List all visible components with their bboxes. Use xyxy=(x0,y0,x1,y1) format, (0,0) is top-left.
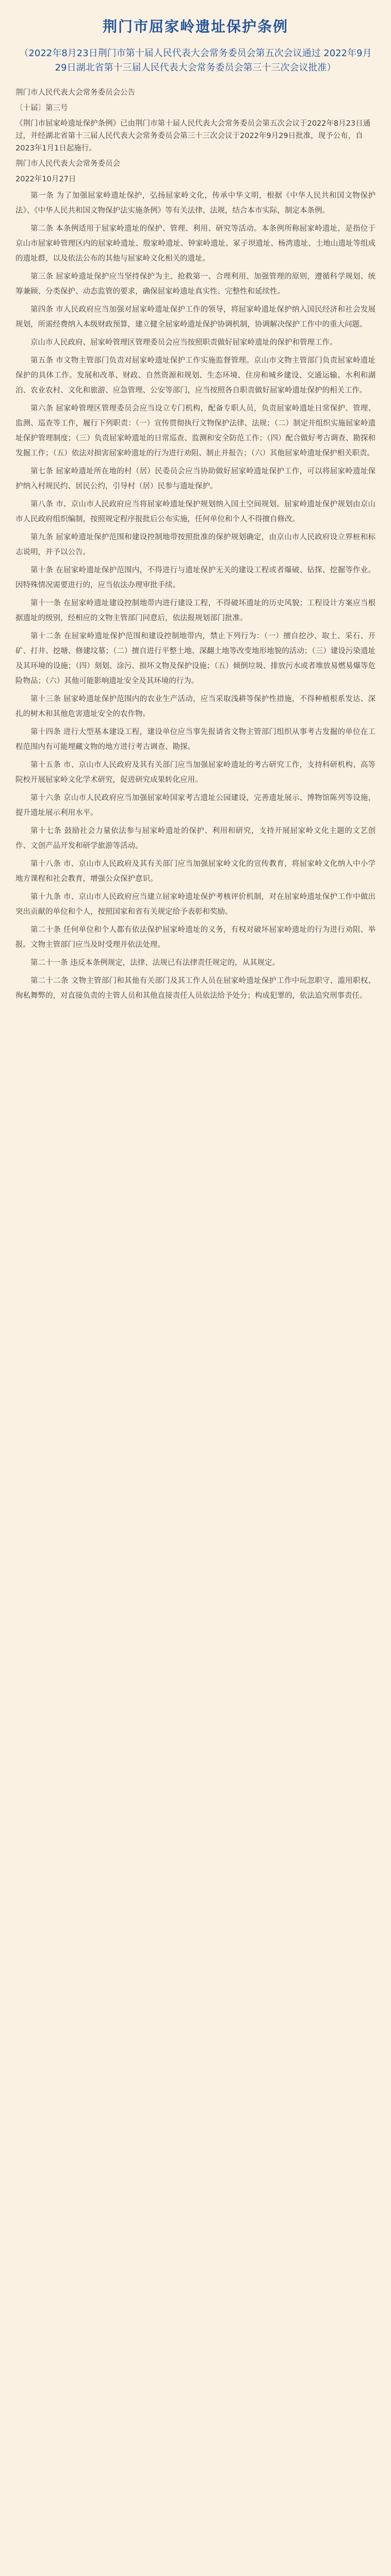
article-paragraph: 第二十一条 违反本条例规定，法律、法规已有法律责任规定的，从其规定。 xyxy=(30,959,280,967)
article-paragraph: 第十七条 鼓励社会力量依法参与屈家岭遗址的保护、利用和研究，支持开展屈家岭文化主题的文艺创作、文创产品开发和研学旅游等活动。 xyxy=(15,827,376,850)
announcement-signer: 荆门市人民代表大会常务委员会 xyxy=(15,160,120,168)
article-paragraph: 第一条 为了加强屈家岭遗址保护，弘扬屈家岭文化，传承中华文明，根据《中华人民共和国文物保护法》、《中华人民共和国文物保护法实施条例》等有关法律、法规，结合本市实际，制定本条例。 xyxy=(15,192,376,215)
article-paragraph: 第十一条 在屈家岭遗址建设控制地带内进行建设工程，不得破坏遗址的历史风貌；工程设计方案应当根据遗址的级别，经相应的文物主管部门同意后，依法报规划部门批准。 xyxy=(15,599,376,622)
article-paragraph: 第八条 市、京山市人民政府应当将屈家岭遗址保护规划纳入国土空间规划。屈家岭遗址保护规划由京山市人民政府组织编制，按照规定程序报批后公布实施，任何单位和个人不得擅自修改。 xyxy=(15,500,376,523)
article-paragraph: 第四条 市人民政府应当加强对屈家岭遗址保护工作的领导，将屈家岭遗址保护纳入国民经济和社会发展规划，所需经费纳入本级财政预算，建立健全屈家岭遗址保护协调机制，协调解决保护工作中的重大问题。 xyxy=(15,306,376,329)
announcement-block xyxy=(15,87,376,185)
article-paragraph: 第五条 市文物主管部门负责对屈家岭遗址保护工作实施监督管理。京山市文物主管部门负责屈家岭遗址保护的具体工作。发展和改革、财政、自然资源和规划、生态环境、住房和城乡建设、交通运输、水利和湖泊、农业农村、文化和旅游、应急管理、公安等部门，应当按照各自职责做好屈家岭遗址保护的相关工作。 xyxy=(15,357,376,395)
article-paragraph: 第三条 屈家岭遗址保护应当坚持保护为主、抢救第一、合理利用、加强管理的原则，遵循科学规划、统筹兼顾、分类保护、动态监管的要求，确保屈家岭遗址真实性、完整性和延续性。 xyxy=(15,273,376,296)
article-paragraph: 第十三条 屈家岭遗址保护范围内的农业生产活动，应当采取浅耕等保护性措施，不得种植根系发达、深扎的树木和其他危害遗址安全的农作物。 xyxy=(15,695,376,718)
article-paragraph: 第九条 屈家岭遗址保护范围和建设控制地带按照批准的保护规划确定，由京山市人民政府设立界桩和标志说明，并予以公告。 xyxy=(15,533,376,556)
announcement-number: 〔十届〕第三号 xyxy=(15,104,68,112)
article-body xyxy=(15,189,376,1004)
page-subtitle: （2022年8月23日荆门市第十届人民代表大会常务委员会第五次会议通过 2022年9月29日湖北省第十三届人民代表大会常务委员会第三十三次会议批准） xyxy=(19,48,372,73)
article-paragraph: 第十六条 京山市人民政府应当加强屈家岭国家考古遗址公园建设，完善遗址展示、博物馆陈列等设施，提升遗址展示利用水平。 xyxy=(15,794,376,817)
article-paragraph: 第二条 本条例适用于屈家岭遗址的保护、管理、利用、研究等活动。本条例所称屈家岭遗址，是指位于京山市屈家岭管理区内的屈家岭遗址、殷家岭遗址、钟家岭遗址、冢子坝遗址、杨湾遗址、土地山遗址等组成的遗址群，以及依法公布的其他与屈家岭文化相关的遗址。 xyxy=(15,225,376,263)
announcement-issuer: 荆门市人民代表大会常务委员会公告 xyxy=(15,89,135,97)
article-paragraph: 第六条 屈家岭管理区管理委员会应当设立专门机构，配备专职人员，负责屈家岭遗址日常保护、管理、监测、巡查等工作，履行下列职责：（一）宣传贯彻执行文物保护法律、法规；（二）制定并组织实施屈家岭遗址保护管理制度；（三）负责屈家岭遗址的日常巡查、监测和安全防范工作；（四）配合做好考古调查、勘探和发掘工作；（五）依法对损害屈家岭遗址的行为进行劝阻、制止并报告；（六）其他屈家岭遗址保护相关职责。 xyxy=(15,404,376,457)
article-paragraph: 第十五条 市、京山市人民政府及其有关部门应当加强屈家岭遗址的考古研究工作，支持科研机构、高等院校开展屈家岭文化学术研究，促进研究成果转化应用。 xyxy=(15,761,376,784)
announcement-date: 2022年10月27日 xyxy=(15,175,76,183)
article-paragraph: 第十条 在屈家岭遗址保护范围内，不得进行与遗址保护无关的建设工程或者爆破、钻探、挖掘等作业。因特殊情况需要进行的，应当依法办理审批手续。 xyxy=(15,566,376,589)
article-paragraph: 京山市人民政府、屈家岭管理区管理委员会应当按照职责做好屈家岭遗址的保护和管理工作。 xyxy=(30,338,337,347)
page-title: 荆门市屈家岭遗址保护条例 xyxy=(102,18,288,35)
article-paragraph: 第七条 屈家岭遗址所在地的村（居）民委员会应当协助做好屈家岭遗址保护工作，可以将屈家岭遗址保护纳入村规民约、居民公约，引导村（居）民参与遗址保护。 xyxy=(15,467,376,490)
article-paragraph: 第十二条 在屈家岭遗址保护范围和建设控制地带内，禁止下列行为：（一）擅自挖沙、取土、采石、开矿、打井、挖塘、修建坟墓；（二）擅自进行平整土地、深翻土地等改变地形地貌的活动；（三）建设污染遗址及其环境的设施；（四）刻划、涂污、损坏文物及保护设施；（五）倾倒垃圾、排放污水或者堆放易燃易爆等危险物品；（六）其他可能影响遗址安全及其环境的行为。 xyxy=(15,632,376,685)
announcement-text: 《荆门市屈家岭遗址保护条例》已由荆门市第十届人民代表大会常务委员会第五次会议于2022年8月23日通过，并经湖北省第十三届人民代表大会常务委员会第三十三次会议于2022年9月29日批准，现予公布，自2023年1月1日起施行。 xyxy=(15,120,371,152)
article-paragraph: 第十四条 进行大型基本建设工程，建设单位应当事先报请省文物主管部门组织从事考古发掘的单位在工程范围内有可能埋藏文物的地方进行考古调查、勘探。 xyxy=(15,728,376,751)
article-paragraph: 第十九条 市、京山市人民政府应当建立屈家岭遗址保护考核评价机制，对在屈家岭遗址保护工作中做出突出贡献的单位和个人，按照国家和省有关规定给予表彰和奖励。 xyxy=(15,893,376,916)
article-paragraph: 第二十条 任何单位和个人都有依法保护屈家岭遗址的义务，有权对破坏屈家岭遗址的行为进行劝阻、举报。文物主管部门应当及时受理并依法处理。 xyxy=(15,926,376,949)
article-paragraph: 第十八条 市、京山市人民政府及其有关部门应当加强屈家岭文化的宣传教育，将屈家岭文化纳入中小学地方课程和社会教育，增强公众保护意识。 xyxy=(15,860,376,883)
article-paragraph: 第二十二条 文物主管部门和其他有关部门及其工作人员在屈家岭遗址保护工作中玩忽职守、滥用职权、徇私舞弊的，对直接负责的主管人员和其他直接责任人员依法给予处分；构成犯罪的，依法追究刑事责任。 xyxy=(15,977,376,1000)
